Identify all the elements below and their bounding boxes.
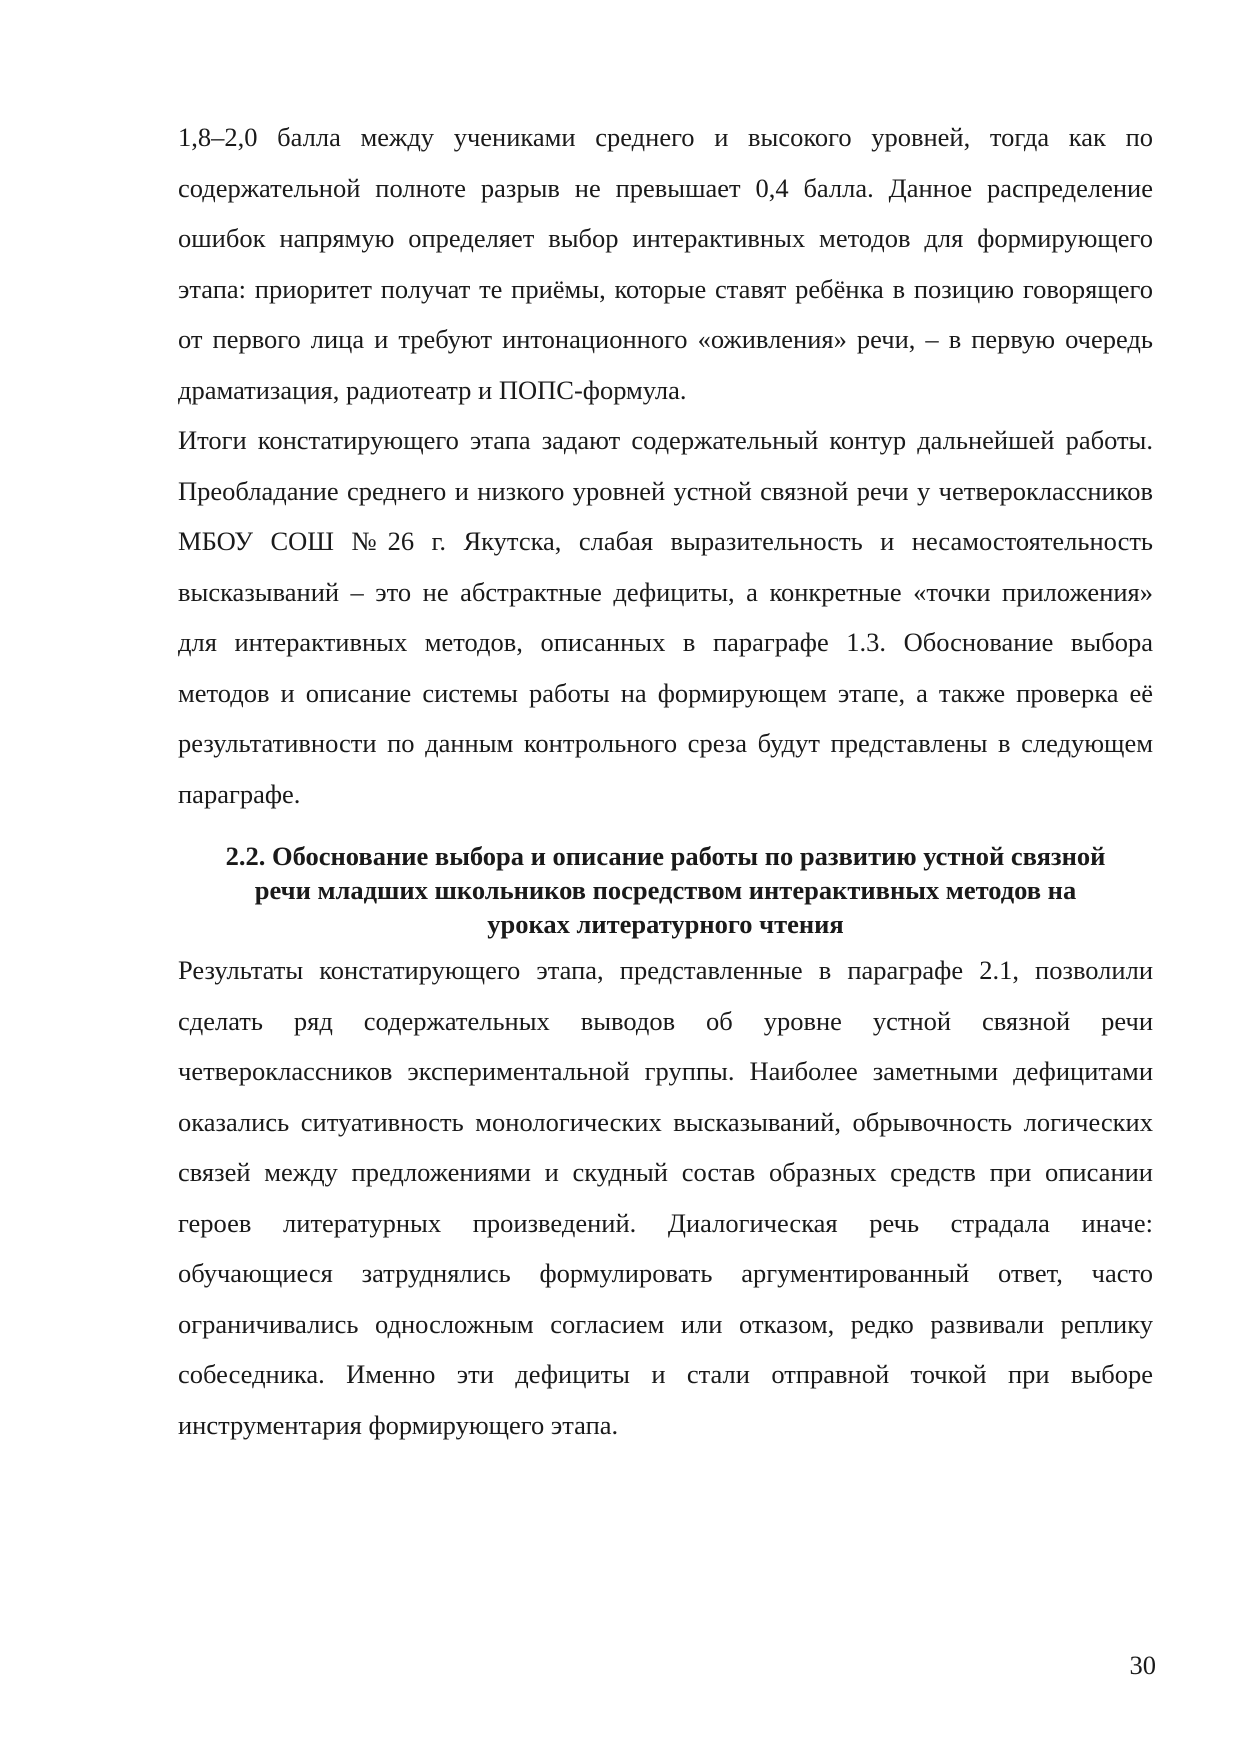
- section-heading-line-1: 2.2. Обоснование выбора и описание работы по развитию устной связной: [225, 841, 1106, 871]
- page-number: 30: [1129, 1650, 1156, 1680]
- paragraph-continuation: 1,8–2,0 балла между учениками среднего и высокого уровней, тогда как по содержательной полноте разрыв не превышает 0,4 балла. Данное распределение ошибок напрямую определяет выбор интерактивных методов для формирующего этапа: приоритет получат те приёмы, которые ставят ребёнка в позицию говорящего от первого лица и требуют интонационного «оживления» речи, – в первую очередь драматизация, радиотеатр и ПОПС-формула.: [178, 122, 1153, 405]
- section-heading: [178, 839, 1153, 941]
- paragraph-results: Результаты констатирующего этапа, представленные в параграфе 2.1, позволили сделать ряд содержательных выводов об уровне устной связной речи четвероклассников экспериментальной группы. Наиболее заметными дефицитами оказались ситуативность монологических высказываний, обрывочность логических связей между предложениями и скудный состав образных средств при описании героев литературных произведений. Диалогическая речь страдала иначе: обучающиеся затруднялись формулировать аргументированный ответ, часто ограничивались односложным согласием или отказом, редко развивали реплику собеседника. Именно эти дефициты и стали отправной точкой при выборе инструментария формирующего этапа.: [178, 955, 1153, 1440]
- document-page: [178, 112, 1153, 1450]
- section-heading-line-3: уроках литературного чтения: [487, 909, 844, 939]
- paragraph-summary: Итоги констатирующего этапа задают содержательный контур дальнейшей работы. Преобладание среднего и низкого уровней устной связной речи у четвероклассников МБОУ СОШ №26 г. Якутска, слабая выразительность и несамостоятельность высказываний – это не абстрактные дефициты, а конкретные «точки приложения» для интерактивных методов, описанных в параграфе 1.3. Обоснование выбора методов и описание системы работы на формирующем этапе, а также проверка её результативности по данным контрольного среза будут представлены в следующем параграфе.: [178, 425, 1153, 809]
- section-heading-line-2: речи младших школьников посредством интерактивных методов на: [254, 875, 1077, 905]
